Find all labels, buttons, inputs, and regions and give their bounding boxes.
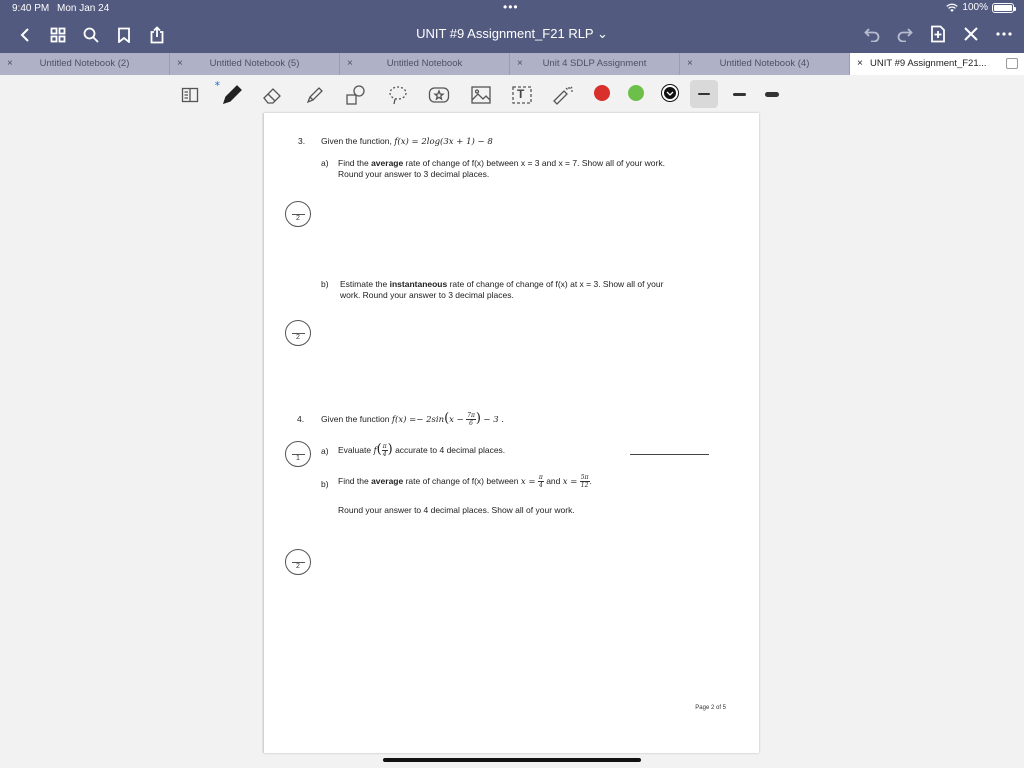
q4b-x1: x =	[520, 477, 536, 487]
back-button[interactable]	[8, 24, 41, 46]
q4a-paren-open: (	[376, 442, 382, 457]
score-points: 2	[296, 563, 300, 570]
tab-label: Untitled Notebook (5)	[209, 58, 300, 69]
battery-percent: 100%	[962, 2, 988, 13]
tab-untitled-notebook-5[interactable]	[170, 53, 340, 75]
q4b-pre: Find the	[338, 476, 372, 486]
score-points: 1	[296, 455, 300, 462]
q4-paren-close: )	[475, 411, 481, 426]
bookmark-button[interactable]	[107, 24, 140, 46]
tab-label: Untitled Notebook (4)	[719, 58, 810, 69]
tab-close-icon[interactable]: ×	[857, 58, 863, 69]
text-tool[interactable]	[510, 84, 534, 106]
status-right	[946, 2, 1014, 13]
chevron-left-icon	[19, 27, 31, 43]
q4-function-tail: − 3 .	[483, 415, 505, 425]
color-red[interactable]	[594, 85, 610, 101]
shapes-icon	[345, 84, 367, 106]
tab-untitled-notebook-2[interactable]	[0, 53, 170, 75]
search-button[interactable]	[74, 24, 107, 46]
q4a-pre: Evaluate	[338, 445, 374, 455]
score-points: 2	[296, 215, 300, 222]
more-icon	[995, 31, 1013, 37]
q4a-frac-num: π	[382, 443, 387, 451]
q3a-label: a)	[321, 158, 329, 168]
page-number: Page 2 of 5	[695, 705, 726, 711]
q3b-line1	[340, 279, 663, 289]
share-button[interactable]	[140, 24, 173, 46]
document-title[interactable]	[416, 26, 608, 41]
q4-paren-open: (	[444, 411, 450, 426]
stroke-size-medium[interactable]	[726, 80, 754, 108]
q4b-line2: Round your answer to 4 decimal places. Show all of your work.	[338, 505, 575, 515]
q4-stem	[321, 411, 504, 428]
tab-unit-4-sdlp[interactable]	[510, 53, 680, 75]
search-icon	[83, 27, 99, 43]
q3a-post: rate of change of f(x) between x = 3 and x = 7. Show all of your work.	[403, 158, 665, 168]
add-page-button[interactable]	[921, 23, 954, 45]
q4b-line1	[338, 474, 592, 490]
q3-number: 3.	[298, 136, 306, 146]
multitasking-dots[interactable]: •••	[503, 0, 519, 14]
status-date: Mon Jan 24	[57, 3, 110, 14]
score-circle-q3a[interactable]	[285, 201, 311, 227]
answer-blank-line[interactable]	[630, 454, 709, 455]
text-tool-glyph: T	[517, 87, 525, 101]
star-sticker-icon	[428, 85, 450, 105]
q3a-line1	[338, 158, 665, 168]
thumbnails-button[interactable]	[41, 24, 74, 46]
q4b-bold: average	[371, 476, 404, 486]
q3a-pre: Find the	[338, 158, 372, 168]
tab-close-icon[interactable]: ×	[7, 58, 13, 69]
tab-untitled-notebook-4[interactable]	[680, 53, 850, 75]
new-tab-icon[interactable]	[1006, 58, 1018, 69]
q3a-bold: average	[371, 158, 404, 168]
tab-bar	[0, 53, 1024, 75]
q4-number: 4.	[297, 414, 305, 424]
tab-unit-9-assignment[interactable]	[850, 53, 1024, 75]
grid-icon	[50, 27, 66, 43]
chevron-down-icon	[666, 91, 674, 97]
score-points: 2	[296, 334, 300, 341]
image-tool[interactable]	[469, 84, 493, 106]
q4b-fraction-2	[580, 474, 590, 489]
close-editing-button[interactable]	[954, 23, 987, 45]
q4-stem-text: Given the function	[321, 414, 392, 424]
q4b-x2: x =	[562, 477, 578, 487]
undo-button[interactable]	[855, 23, 888, 45]
bluetooth-icon: ∗	[214, 79, 221, 88]
q4b-frac2-num: 5π	[580, 474, 589, 482]
q3b-line2: work. Round your answer to 3 decimal places.	[340, 290, 514, 300]
q4a-label: a)	[321, 446, 329, 456]
stroke-size-thin-selected[interactable]	[690, 80, 718, 108]
status-time: 9:40 PM	[12, 3, 50, 14]
close-pen-icon	[963, 26, 979, 42]
highlighter-tool[interactable]	[303, 84, 327, 106]
q4b-end: .	[589, 476, 592, 486]
undo-icon	[864, 26, 880, 42]
top-bar	[0, 0, 1024, 53]
redo-icon	[897, 26, 913, 42]
pen-icon	[221, 84, 243, 106]
battery-icon	[992, 3, 1014, 13]
tab-label: UNIT #9 Assignment_F21...	[870, 58, 987, 69]
tab-untitled-notebook[interactable]	[340, 53, 510, 75]
q4b-and: and	[543, 476, 563, 486]
book-icon	[181, 87, 199, 103]
redo-button[interactable]	[888, 23, 921, 45]
color-green[interactable]	[628, 85, 644, 101]
color-black-selected[interactable]	[662, 85, 678, 101]
q4a-line	[338, 442, 505, 459]
tab-close-icon[interactable]: ×	[177, 58, 183, 69]
q4a-f: f	[373, 446, 377, 456]
nav-left	[8, 24, 173, 46]
q4-frac-num: 7π	[467, 412, 475, 420]
image-icon	[470, 85, 492, 105]
q4a-paren-close: )	[387, 442, 393, 457]
q4-function-x: x −	[449, 415, 464, 425]
thick-line-icon	[765, 92, 779, 97]
document-title-text: UNIT #9 Assignment_F21 RLP	[416, 26, 594, 41]
lasso-icon	[387, 84, 409, 106]
tab-close-icon[interactable]: ×	[687, 58, 693, 69]
lasso-tool[interactable]	[386, 84, 410, 106]
q4b-label: b)	[321, 479, 329, 489]
tab-close-icon[interactable]: ×	[517, 58, 523, 69]
eraser-tool[interactable]	[261, 84, 285, 106]
highlighter-icon	[304, 84, 326, 106]
tab-label: Unit 4 SDLP Assignment	[542, 58, 647, 69]
q4b-frac1-den: 4	[538, 482, 543, 490]
tab-close-icon[interactable]: ×	[347, 58, 353, 69]
home-indicator[interactable]	[383, 758, 641, 762]
q3b-pre: Estimate the	[340, 279, 390, 289]
chevron-down-icon: ⌄	[597, 26, 608, 41]
laser-pointer-tool[interactable]	[552, 84, 576, 106]
laser-pointer-icon	[552, 84, 576, 106]
q3b-bold: instantaneous	[389, 279, 448, 289]
nav-right	[855, 23, 1020, 45]
score-circle-q4a[interactable]	[285, 441, 311, 467]
q3b-label: b)	[321, 279, 329, 289]
tab-label: Untitled Notebook (2)	[39, 58, 130, 69]
sticker-tool[interactable]	[427, 84, 451, 106]
q3a-line2: Round your answer to 3 decimal places.	[338, 169, 490, 179]
wifi-icon	[946, 3, 958, 13]
battery-tip	[1014, 7, 1016, 11]
q3-stem	[321, 136, 493, 147]
q4a-frac-den: 4	[382, 451, 387, 459]
document-page[interactable]	[264, 113, 759, 753]
q3-stem-text: Given the function,	[321, 136, 395, 146]
q4b-frac2-den: 12	[580, 482, 589, 490]
tab-label: Untitled Notebook	[386, 58, 463, 69]
stroke-size-thick[interactable]	[758, 80, 786, 108]
q4-fraction	[466, 412, 476, 427]
score-circle-q4b[interactable]	[285, 549, 311, 575]
score-circle-q3b[interactable]	[285, 320, 311, 346]
eraser-icon	[262, 85, 284, 105]
q4-frac-den: 6	[469, 420, 473, 428]
battery-level	[994, 5, 1012, 11]
share-icon	[149, 26, 165, 44]
pen-tool[interactable]	[220, 84, 244, 106]
q4a-post: accurate to 4 decimal places.	[392, 445, 506, 455]
bookmark-icon	[117, 27, 131, 43]
q3-function: f(x) = 2log(3x + 1) − 8	[394, 137, 493, 147]
more-button[interactable]	[987, 23, 1020, 45]
shapes-tool[interactable]	[344, 84, 368, 106]
thin-line-icon	[698, 93, 710, 95]
q4b-frac1-num: π	[538, 474, 543, 482]
q4-function-head: f(x) =− 2sin	[391, 415, 445, 425]
q3b-post: rate of change of change of f(x) at x = 3. Show all of your	[447, 279, 664, 289]
drawing-toolbar	[0, 75, 1024, 113]
q4b-mid: rate of change of f(x) between	[403, 476, 521, 486]
add-page-icon	[930, 25, 946, 43]
medium-line-icon	[733, 93, 746, 96]
read-mode-button[interactable]	[178, 84, 202, 106]
